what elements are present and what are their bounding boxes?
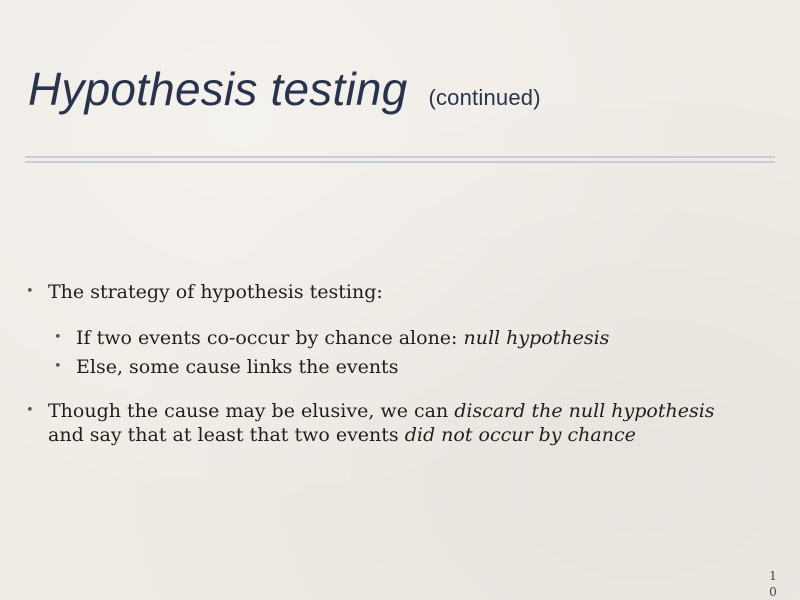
title-divider-top	[25, 156, 775, 158]
bullet-dot-icon: •	[26, 284, 34, 299]
sub-bullet-item	[54, 326, 756, 350]
bullet-item	[26, 399, 756, 447]
bullet-text: The strategy of hypothesis testing:	[48, 281, 383, 303]
title-divider-bottom	[25, 161, 775, 163]
page-number	[763, 568, 783, 600]
slide-title-main: Hypothesis testing	[28, 63, 408, 115]
sub-bullet-item	[54, 355, 756, 379]
page-number-digit: 1	[769, 569, 777, 583]
bullet-emphasis: did not occur by chance	[404, 424, 636, 446]
bullet-dot-icon: •	[54, 359, 62, 374]
bullet-dot-icon: •	[54, 330, 62, 345]
slide-title	[28, 62, 541, 116]
bullet-emphasis: discard the null hypothesis	[454, 400, 715, 422]
bullet-item	[26, 280, 756, 304]
slide-body	[26, 280, 756, 447]
bullet-emphasis: null hypothesis	[463, 327, 610, 349]
bullet-text: and say that at least that two events	[48, 424, 405, 446]
page-number-digit: 0	[769, 585, 777, 599]
slide-title-suffix: (continued)	[428, 85, 541, 110]
bullet-text: Though the cause may be elusive, we can	[48, 400, 455, 422]
bullet-text: If two events co-occur by chance alone:	[76, 327, 464, 349]
bullet-dot-icon: •	[26, 403, 34, 418]
bullet-text: Else, some cause links the events	[76, 356, 399, 378]
